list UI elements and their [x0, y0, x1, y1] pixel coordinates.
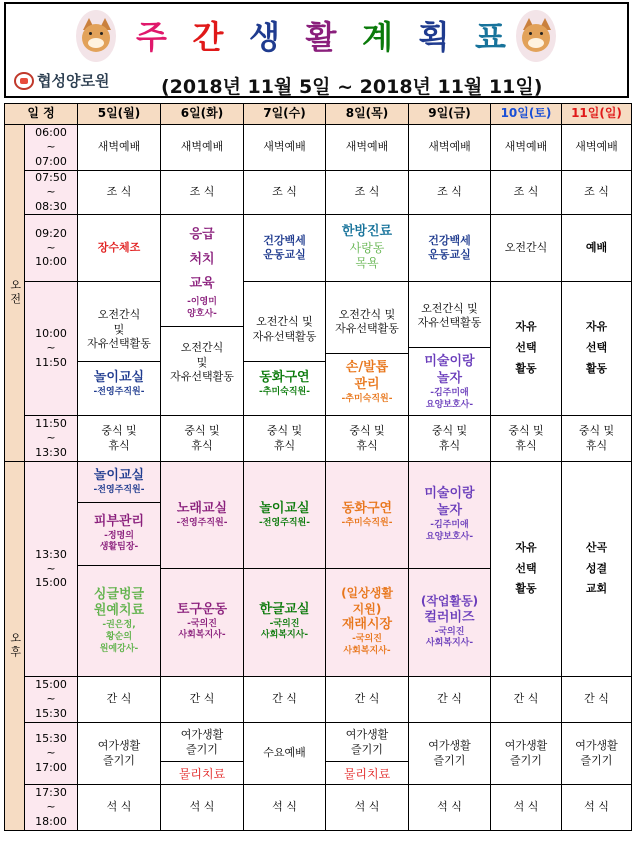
cell-snack: 간 식 — [161, 677, 244, 723]
row-late-morning — [5, 282, 632, 416]
org-logo — [14, 70, 109, 91]
title-char: 주 — [136, 18, 167, 56]
cell-breakfast: 조 식 — [491, 171, 562, 215]
cell-dinner: 석 식 — [244, 785, 326, 831]
row-dinner — [5, 785, 632, 831]
cell-dawn: 새벽예배 — [562, 125, 632, 171]
cell-leisure: 여가생활 즐기기 — [491, 723, 562, 785]
cell-fri-afternoon — [409, 462, 491, 677]
cell-lunch: 중식 및 휴식 — [244, 416, 326, 462]
cell-health-walk-fri: 건강백세 운동교실 — [409, 215, 491, 282]
cell-snack-free: 오전간식 및 자유선택활동 — [78, 299, 160, 362]
cell-dinner: 석 식 — [78, 785, 161, 831]
title-char: 활 — [305, 18, 337, 56]
song-title: 노래교실 — [176, 500, 228, 516]
row-leisure — [5, 723, 632, 785]
row-snack — [5, 677, 632, 723]
first-aid-sub: -이영미 양호사- — [187, 297, 217, 319]
cell-snack-free: 오전간식 및 자유선택활동 — [244, 299, 325, 362]
cell-mon-late — [78, 282, 161, 416]
art-title: 미술이랑 놀자 — [424, 354, 475, 387]
cell-snack: 간 식 — [326, 677, 409, 723]
cell-dawn: 새벽예배 — [78, 125, 161, 171]
play-title-wed: 놀이교실 — [259, 500, 310, 516]
fairy-title-thu: 동화구연 — [341, 500, 393, 516]
title-char: 획 — [418, 18, 450, 56]
song-sub: -전영주직원- — [176, 517, 228, 528]
time-cell: 10:00 ~ 11:50 — [25, 282, 78, 416]
cell-tue-leisure — [161, 723, 244, 785]
oriental-title: 한방진료 — [341, 223, 393, 239]
cell-morning-snack: 오전간식 — [491, 215, 562, 282]
hand-sub: -추미숙직원- — [341, 394, 393, 405]
cell-snack: 간 식 — [491, 677, 562, 723]
cell-breakfast: 조 식 — [326, 171, 409, 215]
cell-dawn: 새벽예배 — [491, 125, 562, 171]
day-header-thu: 8일(목) — [326, 104, 409, 125]
title-char: 표 — [475, 18, 506, 56]
title-char: 간 — [192, 18, 224, 56]
cell-oriental — [326, 215, 409, 282]
color-sub: -국의진 사회복지사- — [425, 626, 474, 649]
header-box — [4, 2, 629, 98]
first-aid-title: 응급 처치 교육 — [189, 227, 215, 292]
time-cell: 09:20 ~ 10:00 — [25, 215, 78, 282]
art-title-pm: 미술이랑 놀자 — [424, 486, 475, 519]
oriental-sub: 사랑동 목욕 — [349, 240, 385, 271]
am-label: 오전 — [5, 125, 25, 462]
row-afternoon-program — [5, 462, 632, 677]
row-dawn — [5, 125, 632, 171]
day-header-fri: 9일(금) — [409, 104, 491, 125]
hangul-title: 한글교실 — [259, 601, 310, 617]
cell-worship: 예배 — [562, 215, 632, 282]
skin-sub: -정명의 생활팀장- — [99, 530, 139, 553]
org-logo-icon — [14, 72, 34, 90]
row-breakfast — [5, 171, 632, 215]
hand-title: 손/발톱 관리 — [345, 360, 389, 393]
cell-free-activity: 자유 선택 활동 — [562, 282, 632, 416]
cell-dinner: 석 식 — [562, 785, 632, 831]
time-cell: 06:00 ~ 07:00 — [25, 125, 78, 171]
cell-dinner: 석 식 — [491, 785, 562, 831]
cell-snack-free: 오전간식 및 자유선택활동 — [170, 341, 234, 384]
cell-first-aid — [161, 215, 244, 416]
header-row — [5, 104, 632, 125]
clay-title: 토구운동 — [176, 601, 228, 617]
color-title: 컬러비즈 — [424, 609, 475, 625]
cell-mon-afternoon — [78, 462, 161, 677]
cell-lunch: 중식 및 휴식 — [326, 416, 409, 462]
cell-dinner: 석 식 — [161, 785, 244, 831]
cell-snack: 간 식 — [562, 677, 632, 723]
time-header: 일 정 — [5, 104, 78, 125]
page-title — [136, 10, 506, 60]
dog-left-image — [76, 10, 116, 62]
cell-breakfast: 조 식 — [78, 171, 161, 215]
cell-thu-leisure — [326, 723, 409, 785]
cell-wed-late — [244, 282, 326, 416]
cell-dawn: 새벽예배 — [161, 125, 244, 171]
row-lunch — [5, 416, 632, 462]
clay-sub: -국의진 사회복지사- — [178, 618, 226, 641]
hangul-sub: -국의진 사회복지사- — [260, 618, 309, 641]
fairy-title: 동화구연 — [259, 369, 310, 385]
art-sub-pm: -김주미애 요양보호사- — [425, 520, 474, 542]
color-pre: (작업활동) — [420, 594, 479, 609]
title-char: 계 — [362, 18, 393, 56]
cell-longevity: 장수체조 — [78, 215, 161, 282]
art-sub: -김주미애 요양보호사- — [425, 388, 474, 410]
physio-label: 물리치료 — [178, 766, 226, 781]
cell-thu-afternoon — [326, 462, 409, 677]
cell-fri-late — [409, 282, 491, 416]
cell-snack: 간 식 — [78, 677, 161, 723]
cell-lunch: 중식 및 휴식 — [78, 416, 161, 462]
cell-leisure: 여가생활 즐기기 — [161, 725, 243, 762]
time-cell: 17:30 ~ 18:00 — [25, 785, 78, 831]
play-title-pm: 놀이교실 — [93, 467, 145, 483]
play-sub-wed: -전영주직원- — [259, 517, 310, 528]
day-header-mon: 5일(월) — [78, 104, 161, 125]
day-header-sat: 10일(토) — [491, 104, 562, 125]
cell-breakfast: 조 식 — [161, 171, 244, 215]
cell-dawn: 새벽예배 — [409, 125, 491, 171]
cell-thu-late — [326, 282, 409, 416]
cell-leisure: 여가생활 즐기기 — [409, 723, 491, 785]
cell-leisure: 여가생활 즐기기 — [562, 723, 632, 785]
play-title: 놀이교실 — [93, 369, 145, 385]
cell-health-walk: 건강백세 운동교실 — [244, 215, 326, 282]
day-header-wed: 7일(수) — [244, 104, 326, 125]
time-cell: 07:50 ~ 08:30 — [25, 171, 78, 215]
cell-dawn: 새벽예배 — [326, 125, 409, 171]
cell-snack: 간 식 — [409, 677, 491, 723]
cell-dinner: 석 식 — [409, 785, 491, 831]
cell-lunch: 중식 및 휴식 — [409, 416, 491, 462]
garden-sub: -권은정, 황순의 원예강사- — [99, 620, 139, 654]
org-name: 협성양로원 — [37, 72, 110, 90]
cell-breakfast: 조 식 — [562, 171, 632, 215]
fairy-sub: -추미숙직원- — [259, 386, 310, 397]
time-cell: 11:50 ~ 13:30 — [25, 416, 78, 462]
cell-wed-worship: 수요예배 — [244, 723, 326, 785]
market-sub: -국의진 사회복지사- — [343, 634, 391, 657]
time-cell: 15:30 ~ 17:00 — [25, 723, 78, 785]
pm-label: 오후 — [5, 462, 25, 831]
title-char: 생 — [249, 18, 280, 56]
cell-breakfast: 조 식 — [244, 171, 326, 215]
cell-free-activity-pm: 자유 선택 활동 — [491, 462, 562, 677]
time-cell: 15:00 ~ 15:30 — [25, 677, 78, 723]
market-pre: (일상생활 지원) — [341, 586, 393, 616]
schedule-period: (2018년 11월 5일 ~ 2018년 11월 11일) — [161, 76, 543, 98]
play-sub-pm: -전영주직원- — [93, 484, 145, 495]
cell-snack-free: 오전간식 및 자유선택활동 — [326, 291, 408, 354]
play-sub: -전영주직원- — [93, 386, 145, 397]
cell-snack: 간 식 — [244, 677, 326, 723]
cell-tue-afternoon — [161, 462, 244, 677]
cell-snack-free: 오전간식 및 자유선택활동 — [409, 285, 490, 348]
cell-leisure: 여가생활 즐기기 — [78, 723, 161, 785]
time-cell: 13:30 ~ 15:00 — [25, 462, 78, 677]
physio-label: 물리치료 — [343, 766, 391, 781]
cell-lunch: 중식 및 휴식 — [161, 416, 244, 462]
row-morning-program — [5, 215, 632, 282]
dog-right-image — [516, 10, 556, 62]
cell-free-activity: 자유 선택 활동 — [491, 282, 562, 416]
cell-lunch: 중식 및 휴식 — [491, 416, 562, 462]
cell-wed-afternoon — [244, 462, 326, 677]
cell-breakfast: 조 식 — [409, 171, 491, 215]
cell-dawn: 새벽예배 — [244, 125, 326, 171]
fairy-sub-thu: -추미숙직원- — [341, 517, 393, 528]
garden-title: 싱글벙글 원예치료 — [93, 586, 145, 619]
cell-church: 산곡 성결 교회 — [562, 462, 632, 677]
cell-leisure: 여가생활 즐기기 — [326, 725, 408, 762]
cell-dinner: 석 식 — [326, 785, 409, 831]
skin-title: 피부관리 — [93, 513, 145, 529]
market-title: 재래시장 — [341, 617, 393, 633]
day-header-sun: 11일(일) — [562, 104, 632, 125]
schedule-table — [4, 103, 632, 831]
cell-lunch: 중식 및 휴식 — [562, 416, 632, 462]
day-header-tue: 6일(화) — [161, 104, 244, 125]
